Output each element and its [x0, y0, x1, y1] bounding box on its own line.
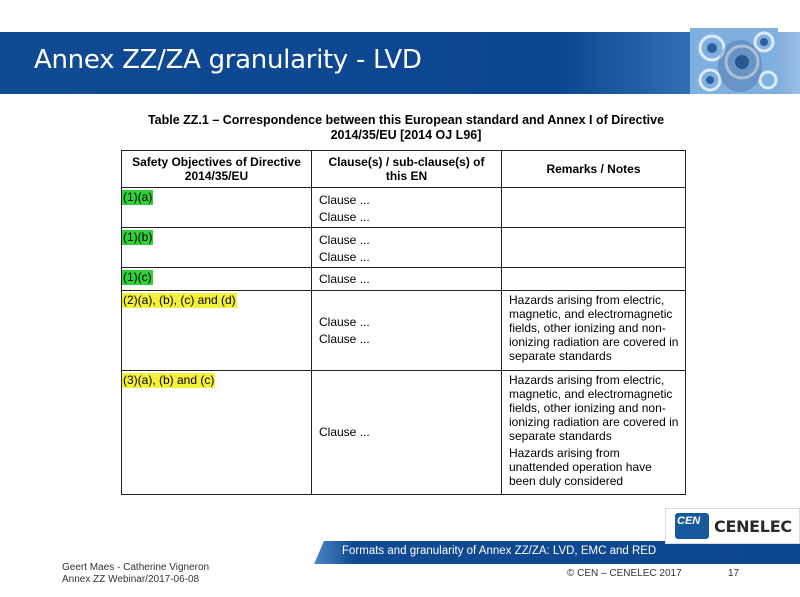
clause-ref: Clause ...	[319, 233, 370, 247]
remarks-cell	[502, 188, 686, 228]
table-caption	[120, 113, 692, 143]
remarks-cell	[502, 228, 686, 268]
copyright-notice: © CEN – CENELEC 2017	[567, 568, 682, 579]
objective-label: (1)(c)	[123, 270, 152, 284]
cen-logo-text: CEN	[677, 515, 701, 527]
objective-label: (1)(a)	[123, 190, 153, 204]
presenter-names: Geert Maes - Catherine Vigneron	[62, 562, 210, 573]
clause-ref: Clause ...	[319, 250, 370, 264]
remarks-cell	[502, 268, 686, 291]
clauses-cell	[312, 268, 502, 291]
page-number: 17	[728, 568, 740, 579]
clause-ref: Clause ...	[319, 272, 370, 286]
header-clauses: Clause(s) / sub-clause(s) of this EN	[312, 151, 502, 188]
cenelec-logo-text: CENELEC	[714, 517, 792, 536]
slide-title: Annex ZZ/ZA granularity - LVD	[34, 45, 422, 75]
presenter-info	[62, 562, 209, 586]
gears-image	[690, 28, 778, 94]
header-safety-objectives: Safety Objectives of Directive 2014/35/EU	[122, 151, 312, 188]
clauses-cell	[312, 371, 502, 495]
remarks-cell	[502, 371, 686, 495]
clauses-cell	[312, 188, 502, 228]
objective-cell	[122, 188, 312, 228]
remarks-cell	[502, 291, 686, 371]
table-caption-line2: 2014/35/EU [2014 OJ L96]	[330, 128, 482, 142]
clause-ref: Clause ...	[319, 331, 370, 346]
event-name: Annex ZZ Webinar/2017-06-08	[62, 574, 200, 585]
objective-cell	[122, 228, 312, 268]
clause-ref: Clause ...	[319, 210, 370, 224]
clause-ref: Clause ...	[319, 193, 370, 207]
objective-cell	[122, 291, 312, 371]
table-header-row	[122, 151, 686, 188]
correspondence-table	[121, 150, 686, 495]
table-row	[122, 268, 686, 291]
remark-text: Hazards arising from unattended operation have been duly considered	[509, 446, 652, 488]
clauses-cell	[312, 228, 502, 268]
objective-cell	[122, 371, 312, 495]
objective-cell	[122, 268, 312, 291]
objective-label: (2)(a), (b), (c) and (d)	[123, 293, 236, 307]
remark-text: Hazards arising from electric, magnetic, and electromagnetic fields, other ionizing and non-ionizing radiation are covered in separate standards	[509, 293, 679, 363]
table-row	[122, 291, 686, 371]
objective-label: (1)(b)	[123, 230, 153, 244]
remark-text: Hazards arising from electric, magnetic, and electromagnetic fields, other ionizing and non-ionizing radiation are covered in separate standards	[509, 373, 679, 443]
table-row	[122, 371, 686, 495]
header-remarks: Remarks / Notes	[502, 151, 686, 188]
table-caption-line1: Table ZZ.1 – Correspondence between this European standard and Annex I of Directive	[147, 113, 665, 127]
objective-label: (3)(a), (b) and (c)	[123, 373, 215, 387]
table-row	[122, 188, 686, 228]
footer-banner-text: Formats and granularity of Annex ZZ/ZA: LVD, EMC and RED	[342, 545, 657, 557]
clauses-cell	[312, 291, 502, 371]
clause-ref: Clause ...	[319, 314, 370, 329]
clause-ref: Clause ...	[319, 425, 370, 439]
table-row	[122, 228, 686, 268]
